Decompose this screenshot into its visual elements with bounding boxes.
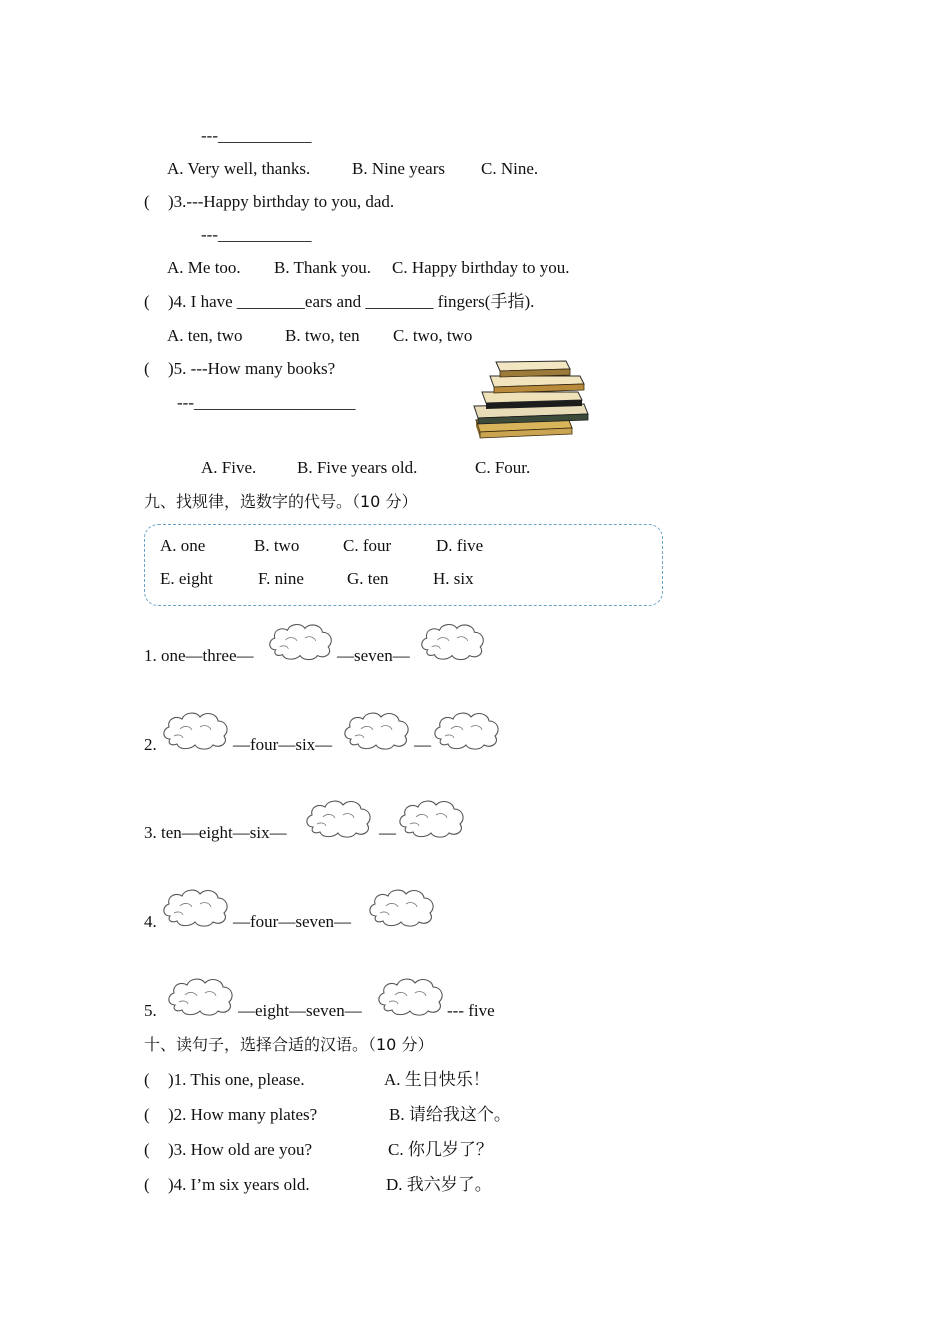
pattern-2-start: 2. (144, 735, 157, 754)
pattern-5-blank-1-cloud-icon[interactable] (165, 975, 237, 1017)
pattern-3-blank-1-cloud-icon[interactable] (303, 797, 375, 839)
q5-option-c: C. Four. (475, 458, 531, 477)
pattern-4-middle: —four—seven— (233, 912, 352, 931)
q3-answer-paren[interactable]: ( (144, 192, 150, 211)
s10-q1-answer-paren[interactable]: ( (144, 1070, 150, 1089)
s10-q3-sentence: )3. How old are you? (168, 1140, 312, 1159)
q5-answer-paren[interactable]: ( (144, 359, 150, 378)
word-option-a: A. one (160, 536, 206, 555)
pattern-2-blank-2-cloud-icon[interactable] (341, 709, 413, 751)
pattern-2-blank-3-cloud-icon[interactable] (431, 709, 503, 751)
word-option-f: F. nine (258, 569, 304, 588)
q3-option-b: B. Thank you. (274, 258, 371, 277)
q3-option-a: A. Me too. (167, 258, 241, 277)
s10-q3-answer-paren[interactable]: ( (144, 1140, 150, 1159)
q4-option-a: A. ten, two (167, 326, 243, 345)
q3-option-c: C. Happy birthday to you. (392, 258, 570, 277)
q5-answer-line[interactable]: ---___________________ (177, 393, 356, 412)
q5-option-a: A. Five. (201, 458, 257, 477)
pattern-1-middle: —seven— (337, 646, 410, 665)
pattern-3-blank-2-cloud-icon[interactable] (396, 797, 468, 839)
pattern-4-start: 4. (144, 912, 157, 931)
pattern-3-dash: — (379, 823, 396, 842)
pattern-2-blank-1-cloud-icon[interactable] (160, 709, 232, 751)
s10-option-a: A. 生日快乐！ (384, 1070, 490, 1089)
q5-option-b: B. Five years old. (297, 458, 418, 477)
word-option-h: H. six (433, 569, 474, 588)
s10-option-c: C. 你几岁了？ (388, 1140, 493, 1159)
pattern-3-start: 3. ten—eight—six— (144, 823, 287, 842)
q4-question: )4. I have ________ears and ________ fingers(手指). (168, 292, 535, 311)
pattern-2-middle: —four—six— (233, 735, 333, 754)
s10-q4-sentence: )4. I’m six years old. (168, 1175, 310, 1194)
pattern-1-blank-2-cloud-icon[interactable] (418, 620, 488, 662)
q4-option-b: B. two, ten (285, 326, 360, 345)
q3-question: )3.---Happy birthday to you, dad. (168, 192, 395, 211)
pattern-5-end: --- five (447, 1001, 495, 1020)
section10-heading: 十、读句子，选择合适的汉语。（10 分） (144, 1035, 434, 1054)
q2-answer-line[interactable]: ---___________ (201, 126, 312, 145)
pattern-5-start: 5. (144, 1001, 157, 1020)
q2-option-a: A. Very well, thanks. (167, 159, 311, 178)
word-option-e: E. eight (160, 569, 213, 588)
q3-answer-line[interactable]: ---___________ (201, 225, 312, 244)
word-option-c: C. four (343, 536, 392, 555)
pattern-2-dash: — (414, 735, 431, 754)
q2-option-b: B. Nine years (352, 159, 446, 178)
s10-q2-sentence: )2. How many plates? (168, 1105, 318, 1124)
q4-option-c: C. two, two (393, 326, 473, 345)
word-option-b: B. two (254, 536, 300, 555)
q4-answer-paren[interactable]: ( (144, 292, 150, 311)
pattern-5-middle: —eight—seven— (238, 1001, 362, 1020)
q2-option-c: C. Nine. (481, 159, 539, 178)
s10-option-b: B. 请给我这个。 (389, 1105, 511, 1124)
word-option-g: G. ten (347, 569, 389, 588)
pattern-1-start: 1. one—three— (144, 646, 254, 665)
pattern-5-blank-2-cloud-icon[interactable] (375, 975, 447, 1017)
pattern-4-blank-2-cloud-icon[interactable] (366, 886, 438, 928)
s10-q4-answer-paren[interactable]: ( (144, 1175, 150, 1194)
q5-question: )5. ---How many books? (168, 359, 336, 378)
pattern-4-blank-1-cloud-icon[interactable] (160, 886, 232, 928)
s10-q2-answer-paren[interactable]: ( (144, 1105, 150, 1124)
pattern-1-blank-1-cloud-icon[interactable] (266, 620, 336, 662)
section9-heading: 九、找规律，选数字的代号。（10 分） (144, 492, 418, 511)
book-stack-image (472, 358, 594, 444)
word-bank-box (144, 524, 663, 606)
s10-q1-sentence: )1. This one, please. (168, 1070, 305, 1089)
word-option-d: D. five (436, 536, 484, 555)
s10-option-d: D. 我六岁了。 (386, 1175, 492, 1194)
